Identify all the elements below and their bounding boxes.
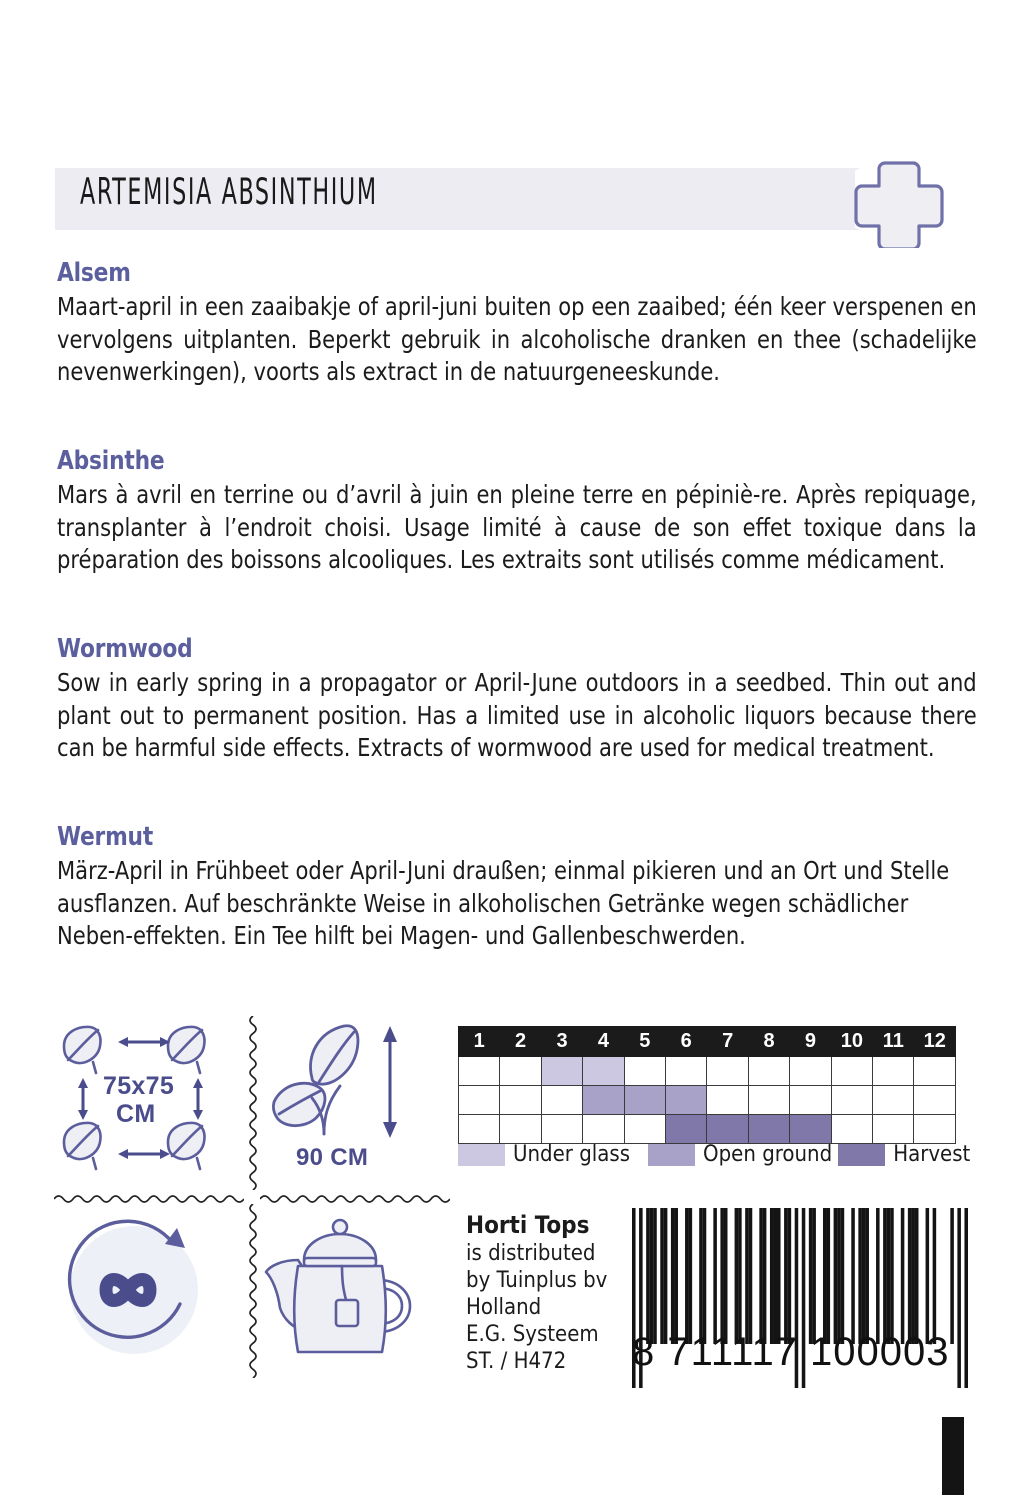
section-heading-dutch: Alsem — [57, 258, 131, 288]
legend-item-under-glass — [458, 1142, 630, 1167]
teapot-panel — [262, 1204, 448, 1380]
calendar-cell-open-ground-12 — [914, 1086, 956, 1115]
plant-spacing-panel — [48, 1016, 246, 1192]
calendar-cell-under-glass-7 — [707, 1057, 748, 1086]
calendar-cell-harvest-3 — [541, 1115, 582, 1144]
calendar-row-harvest — [459, 1115, 956, 1144]
calendar-month-7: 7 — [707, 1027, 748, 1057]
calendar-cell-open-ground-6 — [666, 1086, 707, 1115]
sowing-calendar-table — [458, 1026, 956, 1144]
calendar-month-3: 3 — [541, 1027, 582, 1057]
calendar-month-8: 8 — [748, 1027, 789, 1057]
calendar-month-2: 2 — [500, 1027, 541, 1057]
page-title: ARTEMISIA ABSINTHIUM — [80, 170, 378, 214]
legend-label-harvest: Harvest — [893, 1142, 971, 1167]
legend-label-open-ground: Open ground — [703, 1142, 833, 1167]
section-heading-english: Wormwood — [57, 634, 193, 664]
section-french — [57, 446, 977, 577]
calendar-cell-under-glass-2 — [500, 1057, 541, 1086]
calendar-cell-under-glass-4 — [583, 1057, 624, 1086]
calendar-month-9: 9 — [790, 1027, 831, 1057]
company-line-4: Holland — [466, 1295, 542, 1320]
company-line-5: E.G. Systeem — [466, 1322, 599, 1347]
plant-spacing-value: 75x75 — [103, 1072, 175, 1100]
calendar-cell-open-ground-4 — [583, 1086, 624, 1115]
calendar-cell-under-glass-11 — [873, 1057, 914, 1086]
section-heading-german: Wermut — [57, 822, 154, 852]
calendar-month-header-row — [459, 1027, 956, 1057]
section-english — [57, 634, 977, 765]
calendar-cell-harvest-4 — [583, 1115, 624, 1144]
company-line-2: is distributed — [466, 1241, 596, 1266]
icon-panel-grid — [48, 1014, 448, 1384]
calendar-month-5: 5 — [624, 1027, 665, 1057]
calendar-cell-under-glass-8 — [748, 1057, 789, 1086]
calendar-month-12: 12 — [914, 1027, 956, 1057]
header — [0, 168, 1029, 230]
calendar-cell-harvest-12 — [914, 1115, 956, 1144]
barcode-number: 8 711117 100003 — [632, 1330, 950, 1374]
company-line-3: by Tuinplus bv — [466, 1268, 608, 1293]
calendar-cell-open-ground-1 — [459, 1086, 500, 1115]
calendar-legend — [458, 1142, 978, 1167]
company-info — [466, 1210, 646, 1375]
calendar-month-1: 1 — [459, 1027, 500, 1057]
calendar-month-4: 4 — [583, 1027, 624, 1057]
legend-label-under-glass: Under glass — [513, 1142, 631, 1167]
legend-swatch-harvest — [838, 1144, 885, 1166]
plant-spacing-unit: CM — [116, 1100, 156, 1128]
calendar-cell-under-glass-3 — [541, 1057, 582, 1086]
calendar-cell-harvest-1 — [459, 1115, 500, 1144]
calendar-cell-under-glass-12 — [914, 1057, 956, 1086]
calendar-cell-open-ground-2 — [500, 1086, 541, 1115]
plant-height-panel — [262, 1016, 448, 1192]
calendar-cell-harvest-5 — [624, 1115, 665, 1144]
sowing-calendar — [458, 1026, 956, 1144]
calendar-month-10: 10 — [831, 1027, 872, 1057]
divider-wavy-horizontal-right — [260, 1192, 450, 1204]
divider-wavy-vertical-top — [247, 1016, 259, 1190]
section-dutch — [57, 258, 977, 389]
cross-icon — [851, 152, 947, 248]
calendar-cell-open-ground-5 — [624, 1086, 665, 1115]
calendar-cell-harvest-9 — [790, 1115, 831, 1144]
section-german — [57, 822, 977, 953]
calendar-row-under-glass — [459, 1057, 956, 1086]
section-body-french: Mars à avril en terrine ou d’avril à juin en pleine terre en pépiniè-re. Après repiquage, transplanter à l’endroit choisi. Usage limité à cause de son effet toxique dans la préparation des boissons alcooliques. Les extraits sont utilisés comme médicament. — [57, 480, 977, 574]
section-body-german: März-April in Frühbeet oder April-Juni draußen; einmal pikieren und an Ort und Stelle ausflanzen. Auf beschränkte Weise in alkoholischen Getränke wegen schädlicher Neben-effekten. Ein Tee hilft bei Magen- und Gallenbeschwerden. — [57, 856, 950, 950]
legend-item-harvest — [838, 1142, 970, 1167]
company-line-6: ST. / H472 — [466, 1349, 567, 1374]
calendar-cell-open-ground-10 — [831, 1086, 872, 1115]
divider-wavy-horizontal-left — [54, 1192, 244, 1204]
calendar-cell-open-ground-8 — [748, 1086, 789, 1115]
calendar-cell-harvest-8 — [748, 1115, 789, 1144]
calendar-cell-under-glass-5 — [624, 1057, 665, 1086]
legend-swatch-open-ground — [648, 1144, 695, 1166]
company-brand: Horti Tops — [466, 1211, 590, 1239]
divider-wavy-vertical-bottom — [247, 1204, 259, 1378]
calendar-cell-harvest-2 — [500, 1115, 541, 1144]
calendar-month-6: 6 — [666, 1027, 707, 1057]
calendar-cell-open-ground-9 — [790, 1086, 831, 1115]
calendar-cell-harvest-11 — [873, 1115, 914, 1144]
calendar-cell-harvest-10 — [831, 1115, 872, 1144]
legend-swatch-under-glass — [458, 1144, 505, 1166]
print-registration-mark — [942, 1417, 964, 1495]
calendar-cell-harvest-6 — [666, 1115, 707, 1144]
calendar-cell-under-glass-6 — [666, 1057, 707, 1086]
calendar-row-open-ground — [459, 1086, 956, 1115]
header-band-curve — [790, 168, 860, 230]
calendar-cell-under-glass-10 — [831, 1057, 872, 1086]
section-body-dutch: Maart-april in een zaaibakje of april-juni buiten op een zaaibed; één keer verspenen en vervolgens uitplanten. Beperkt gebruik in alcoholische dranken en thee (schadelijke nevenwerkingen), voorts als extract in de natuurgeneeskunde. — [57, 292, 977, 386]
plant-height-value: 90 CM — [296, 1144, 369, 1171]
legend-item-open-ground — [648, 1142, 832, 1167]
calendar-month-11: 11 — [873, 1027, 914, 1057]
section-heading-french: Absinthe — [57, 446, 165, 476]
calendar-cell-open-ground-11 — [873, 1086, 914, 1115]
section-body-english: Sow in early spring in a propagator or April-June outdoors in a seedbed. Thin out and plant out to permanent position. Has a limited use in alcoholic liquors because there can be harmful side effects. Extracts of wormwood are used for medical treatment. — [57, 668, 977, 762]
calendar-cell-open-ground-3 — [541, 1086, 582, 1115]
calendar-cell-harvest-7 — [707, 1115, 748, 1144]
calendar-cell-under-glass-1 — [459, 1057, 500, 1086]
calendar-cell-open-ground-7 — [707, 1086, 748, 1115]
perennial-cycle-panel — [48, 1204, 246, 1380]
calendar-cell-under-glass-9 — [790, 1057, 831, 1086]
